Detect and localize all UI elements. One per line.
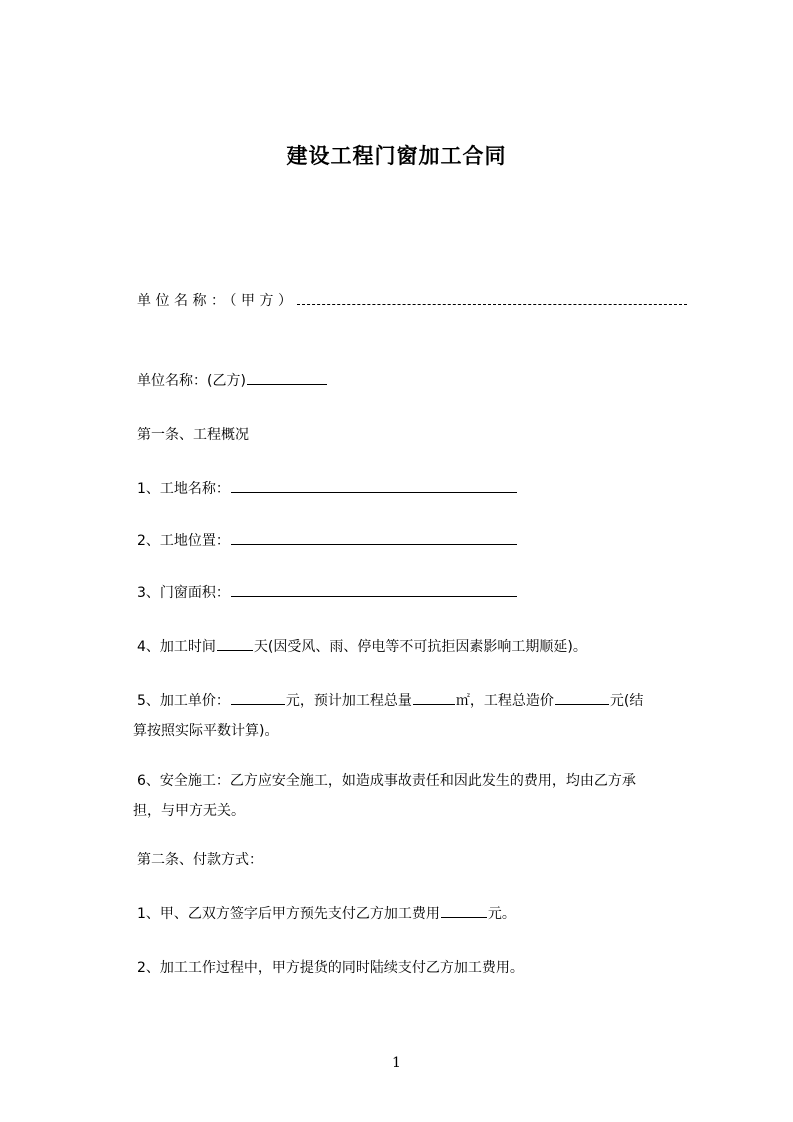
party-b-line bbox=[137, 367, 328, 395]
settlement-note: 算按照实际平数计算)。 bbox=[133, 723, 279, 739]
unit-price-label: 5、加工单价： bbox=[137, 693, 230, 709]
article1-item5 bbox=[133, 686, 717, 746]
party-b-label: 单位名称：(乙方) bbox=[137, 373, 246, 389]
processing-time-label: 4、加工时间 bbox=[137, 639, 216, 655]
site-name-label: 1、工地名称： bbox=[137, 481, 230, 497]
window-area-blank bbox=[231, 582, 517, 597]
safety-clause-line2: 担，与甲方无关。 bbox=[133, 803, 245, 819]
article2-item1 bbox=[137, 900, 516, 928]
article1-heading: 第一条、工程概况 bbox=[137, 427, 249, 443]
site-location-label: 2、工地位置： bbox=[137, 533, 230, 549]
total-quantity-label: 元，预计加工程总量 bbox=[285, 693, 412, 709]
processing-days-blank bbox=[217, 636, 253, 651]
article1-item3 bbox=[137, 579, 518, 607]
party-b-blank bbox=[247, 370, 327, 385]
article2-heading: 第二条、付款方式： bbox=[137, 852, 263, 868]
party-a-line bbox=[137, 287, 687, 315]
site-location-blank bbox=[231, 530, 517, 545]
page-number: 1 bbox=[392, 1055, 401, 1071]
article1-item4 bbox=[137, 633, 587, 661]
article2-item2: 2、加工工作过程中，甲方提货的同时陆续支付乙方加工费用。 bbox=[137, 960, 524, 976]
safety-clause-line1: 6、安全施工：乙方应安全施工，如造成事故责任和因此发生的费用，均由乙方承 bbox=[137, 773, 636, 789]
article1-item6 bbox=[133, 766, 717, 826]
contract-title: 建设工程门窗加工合同 bbox=[286, 144, 507, 168]
article1-item2 bbox=[137, 527, 518, 555]
total-cost-blank bbox=[555, 690, 609, 705]
processing-time-note: 天(因受风、雨、停电等不可抗拒因素影响工期顺延)。 bbox=[253, 639, 587, 655]
unit-price-blank bbox=[231, 690, 285, 705]
advance-payment-unit: 元。 bbox=[487, 906, 516, 922]
article1-item1 bbox=[137, 475, 518, 503]
advance-payment-label: 1、甲、乙双方签字后甲方预先支付乙方加工费用 bbox=[137, 906, 440, 922]
total-cost-label: ㎡，工程总造价 bbox=[455, 693, 554, 709]
window-area-label: 3、门窗面积： bbox=[137, 585, 230, 601]
settlement-label: 元(结 bbox=[609, 693, 644, 709]
party-a-blank bbox=[297, 292, 687, 305]
total-quantity-blank bbox=[413, 690, 455, 705]
site-name-blank bbox=[231, 478, 517, 493]
advance-payment-blank bbox=[441, 903, 487, 918]
party-a-label: 单位名称：（甲方） bbox=[137, 293, 297, 309]
